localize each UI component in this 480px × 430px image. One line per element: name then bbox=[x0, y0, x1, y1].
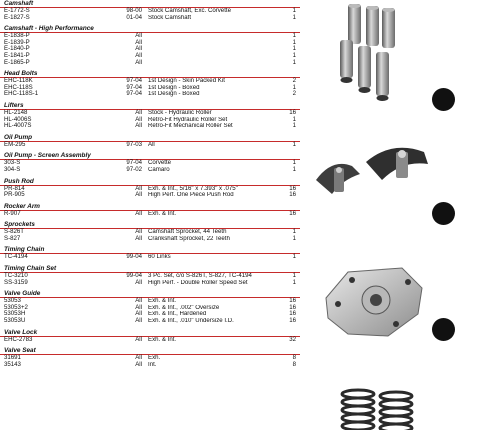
table-row bbox=[0, 280, 300, 287]
year-range: All bbox=[135, 335, 142, 343]
part-number: R-907 bbox=[4, 209, 21, 217]
part-description: 1st Design - Boxed bbox=[148, 91, 200, 98]
part-number: E-1841-P bbox=[4, 51, 30, 59]
table-row bbox=[0, 142, 300, 149]
table-row bbox=[0, 236, 300, 243]
table-row bbox=[0, 318, 300, 325]
part-description: 60 Links bbox=[148, 254, 171, 261]
table-row bbox=[0, 46, 300, 53]
part-description: Exh. & Int. bbox=[148, 336, 177, 343]
year-range: All bbox=[135, 191, 142, 199]
quantity: 16 bbox=[289, 297, 296, 305]
table-row bbox=[0, 15, 300, 22]
quantity: 1 bbox=[292, 234, 296, 242]
table-row bbox=[0, 273, 300, 280]
section-camshaft bbox=[0, 0, 300, 21]
year-range: 97-03 bbox=[126, 140, 142, 148]
section-valve-lock bbox=[0, 329, 300, 344]
binder-hole-dot bbox=[432, 202, 455, 225]
section-oil-pump-screen-assembly bbox=[0, 152, 300, 173]
table-row bbox=[0, 305, 300, 312]
quantity: 2 bbox=[292, 77, 296, 85]
part-description: Stock Camshaft bbox=[148, 14, 192, 21]
quantity: 1 bbox=[292, 159, 296, 167]
table-row bbox=[0, 355, 300, 362]
year-range: All bbox=[135, 51, 142, 59]
part-description: Exh. & Int. bbox=[148, 210, 177, 217]
table-row bbox=[0, 40, 300, 47]
table-row bbox=[0, 311, 300, 318]
year-range: All bbox=[135, 32, 142, 40]
part-description: Exh. & Int. bbox=[148, 298, 177, 305]
table-row bbox=[0, 123, 300, 130]
quantity: 8 bbox=[292, 354, 296, 362]
table-row bbox=[0, 362, 300, 369]
year-range: All bbox=[135, 297, 142, 305]
part-number: EHC-118K bbox=[4, 77, 33, 85]
year-range: All bbox=[135, 58, 142, 66]
section-heading: Push Rod bbox=[0, 178, 300, 186]
table-row bbox=[0, 8, 300, 15]
section-push-rod bbox=[0, 178, 300, 199]
part-description bbox=[148, 40, 275, 47]
rocker-arm-icon bbox=[316, 148, 428, 194]
table-row bbox=[0, 85, 300, 92]
quantity: 1 bbox=[292, 272, 296, 280]
table-row bbox=[0, 254, 300, 261]
table-row bbox=[0, 60, 300, 67]
year-range: All bbox=[135, 354, 142, 362]
table-row bbox=[0, 33, 300, 40]
part-number: E-1838-P bbox=[4, 32, 30, 40]
year-range: 97-04 bbox=[126, 90, 142, 98]
part-number: 53053 bbox=[4, 297, 21, 305]
table-row bbox=[0, 110, 300, 117]
year-range: All bbox=[135, 228, 142, 236]
quantity: 1 bbox=[292, 38, 296, 46]
quantity: 1 bbox=[292, 7, 296, 14]
rocker-arms-photo bbox=[312, 140, 432, 205]
part-number: 304-S bbox=[4, 165, 21, 173]
part-description bbox=[148, 60, 275, 67]
quantity: 8 bbox=[292, 360, 296, 368]
part-number: TC-4194 bbox=[4, 253, 28, 261]
quantity: 16 bbox=[289, 108, 296, 116]
quantity: 1 bbox=[292, 140, 296, 148]
part-number: SS-3159 bbox=[4, 278, 28, 286]
quantity: 16 bbox=[289, 209, 296, 217]
year-range: 99-04 bbox=[126, 253, 142, 261]
quantity: 16 bbox=[289, 310, 296, 318]
part-description: Exh. & Int., 5/16" x 7.393" x .075" bbox=[148, 185, 238, 192]
part-number: E-1840-P bbox=[4, 45, 30, 53]
part-description: All bbox=[148, 141, 155, 148]
year-range: All bbox=[135, 122, 142, 130]
lifters-photo bbox=[330, 2, 410, 110]
binder-hole-dot bbox=[432, 88, 455, 111]
part-description: Retro-Fit Hydraulic Roller Set bbox=[148, 116, 228, 123]
binder-hole-dot bbox=[432, 318, 455, 341]
part-description: High Perf. One Piece Push Rod bbox=[148, 192, 234, 199]
section-sprockets bbox=[0, 221, 300, 242]
part-description bbox=[148, 46, 275, 53]
section-heading: Valve Lock bbox=[0, 329, 300, 337]
section-heading: Camshaft - High Performance bbox=[0, 25, 300, 33]
year-range: All bbox=[135, 45, 142, 53]
quantity: 2 bbox=[292, 90, 296, 98]
hydraulic-roller-lifters-icon bbox=[340, 4, 395, 101]
part-number: EHC-118S bbox=[4, 83, 33, 91]
part-number: HL-2148 bbox=[4, 108, 28, 116]
part-number: 35143 bbox=[4, 360, 21, 368]
part-description: Stock Camshaft, Exc. Corvette bbox=[148, 8, 231, 14]
table-row bbox=[0, 78, 300, 85]
quantity: 1 bbox=[292, 278, 296, 286]
quantity: 1 bbox=[292, 32, 296, 40]
quantity: 1 bbox=[292, 115, 296, 123]
oil-pump-icon bbox=[326, 268, 422, 336]
part-number: 53053+2 bbox=[4, 303, 28, 311]
section-valve-seat bbox=[0, 347, 300, 368]
year-range: 98-00 bbox=[126, 7, 142, 14]
part-description: Exh. & Int., .010" Undersize I.D. bbox=[148, 318, 234, 325]
part-number: S-826T bbox=[4, 228, 24, 236]
part-number: PR-814 bbox=[4, 184, 25, 192]
part-number: HL-4007S bbox=[4, 122, 32, 130]
part-description: Retro-Fit Mechanical Roller Set bbox=[148, 123, 233, 130]
part-description: Camshaft Sprocket, 44 Teeth bbox=[148, 229, 227, 236]
year-range: All bbox=[135, 38, 142, 46]
quantity: 1 bbox=[292, 58, 296, 66]
section-heading: Timing Chain Set bbox=[0, 265, 300, 273]
section-heading: Head Bolts bbox=[0, 70, 300, 78]
part-description: Crankshaft Sprocket, 22 Teeth bbox=[148, 235, 230, 242]
year-range: 97-02 bbox=[126, 165, 142, 173]
section-heading: Oil Pump - Screen Assembly bbox=[0, 152, 300, 160]
part-description: Exh. & Int., .002" Oversize bbox=[148, 304, 220, 311]
year-range: All bbox=[135, 303, 142, 311]
quantity: 16 bbox=[289, 184, 296, 192]
year-range: All bbox=[135, 317, 142, 325]
part-number: 31691 bbox=[4, 354, 21, 362]
table-row bbox=[0, 91, 300, 98]
table-row bbox=[0, 337, 300, 344]
part-number: 53053U bbox=[4, 317, 26, 325]
part-description: 1st Design - Skin Packed Kit bbox=[148, 78, 225, 85]
part-number: EM-295 bbox=[4, 140, 26, 148]
section-rocker-arm bbox=[0, 203, 300, 218]
year-range: 97-04 bbox=[126, 77, 142, 85]
section-heading: Camshaft bbox=[0, 0, 300, 8]
part-number: EHC-118S-1 bbox=[4, 90, 39, 98]
valve-spring-icon bbox=[342, 390, 412, 430]
section-oil-pump bbox=[0, 134, 300, 149]
section-heading: Oil Pump bbox=[0, 134, 300, 142]
part-description: High Perf. - Double Roller Speed Set bbox=[148, 279, 248, 286]
year-range: All bbox=[135, 108, 142, 116]
section-heading: Valve Seat bbox=[0, 347, 300, 355]
part-description bbox=[148, 53, 275, 60]
section-heading: Sprockets bbox=[0, 221, 300, 229]
part-number: E-1827-S bbox=[4, 13, 30, 21]
quantity: 1 bbox=[292, 122, 296, 130]
section-heading: Lifters bbox=[0, 102, 300, 110]
year-range: All bbox=[135, 360, 142, 368]
quantity: 1 bbox=[292, 83, 296, 91]
part-number: E-1772-S bbox=[4, 7, 30, 14]
quantity: 16 bbox=[289, 317, 296, 325]
quantity: 1 bbox=[292, 13, 296, 21]
part-number: E-1865-P bbox=[4, 58, 30, 66]
section-lifters bbox=[0, 102, 300, 130]
part-description: Stock - Hydraulic Roller bbox=[148, 109, 212, 116]
year-range: 97-04 bbox=[126, 83, 142, 91]
section-timing-chain bbox=[0, 246, 300, 261]
section-heading: Rocker Arm bbox=[0, 203, 300, 211]
section-heading: Timing Chain bbox=[0, 246, 300, 254]
table-row bbox=[0, 160, 300, 167]
section-head-bolts bbox=[0, 70, 300, 98]
table-row bbox=[0, 53, 300, 60]
part-number: 53053H bbox=[4, 310, 26, 318]
part-description: 3 Pc. Set, c/o S-826T, S-827, TC-4194 bbox=[148, 273, 252, 280]
table-row bbox=[0, 229, 300, 236]
table-row bbox=[0, 298, 300, 305]
section-camshaft-high-performance bbox=[0, 25, 300, 66]
table-row bbox=[0, 167, 300, 174]
part-description: Exh. bbox=[148, 355, 161, 362]
part-number: E-1839-P bbox=[4, 38, 30, 46]
quantity: 1 bbox=[292, 165, 296, 173]
year-range: All bbox=[135, 278, 142, 286]
part-number: TC-3210 bbox=[4, 272, 28, 280]
year-range: 97-04 bbox=[126, 159, 142, 167]
quantity: 16 bbox=[289, 191, 296, 199]
quantity: 1 bbox=[292, 51, 296, 59]
quantity: 32 bbox=[289, 335, 296, 343]
part-description bbox=[148, 33, 275, 40]
year-range: All bbox=[135, 234, 142, 242]
part-description: Corvette bbox=[148, 160, 172, 167]
part-description: Camaro bbox=[148, 166, 170, 173]
part-number: PR-905 bbox=[4, 191, 25, 199]
quantity: 1 bbox=[292, 228, 296, 236]
part-number: EHC-2783 bbox=[4, 335, 33, 343]
part-description: 1st Design - Boxed bbox=[148, 84, 200, 91]
valve-springs-photo bbox=[334, 386, 424, 430]
part-description: Exh. & Int., Hardened bbox=[148, 311, 207, 318]
table-row bbox=[0, 186, 300, 193]
quantity: 1 bbox=[292, 45, 296, 53]
section-timing-chain-set bbox=[0, 265, 300, 286]
year-range: All bbox=[135, 209, 142, 217]
year-range: All bbox=[135, 115, 142, 123]
table-row bbox=[0, 211, 300, 218]
part-number: 303-S bbox=[4, 159, 21, 167]
year-range: All bbox=[135, 184, 142, 192]
quantity: 16 bbox=[289, 303, 296, 311]
table-row bbox=[0, 117, 300, 124]
year-range: 99-04 bbox=[126, 272, 142, 280]
quantity: 1 bbox=[292, 253, 296, 261]
section-valve-guide bbox=[0, 290, 300, 324]
year-range: All bbox=[135, 310, 142, 318]
part-number: HL-4006S bbox=[4, 115, 32, 123]
oil-pump-photo bbox=[318, 262, 428, 342]
year-range: 01-04 bbox=[126, 13, 142, 21]
section-heading: Valve Guide bbox=[0, 290, 300, 298]
table-row bbox=[0, 192, 300, 199]
part-number: S-827 bbox=[4, 234, 21, 242]
part-description: Int. bbox=[148, 361, 157, 368]
